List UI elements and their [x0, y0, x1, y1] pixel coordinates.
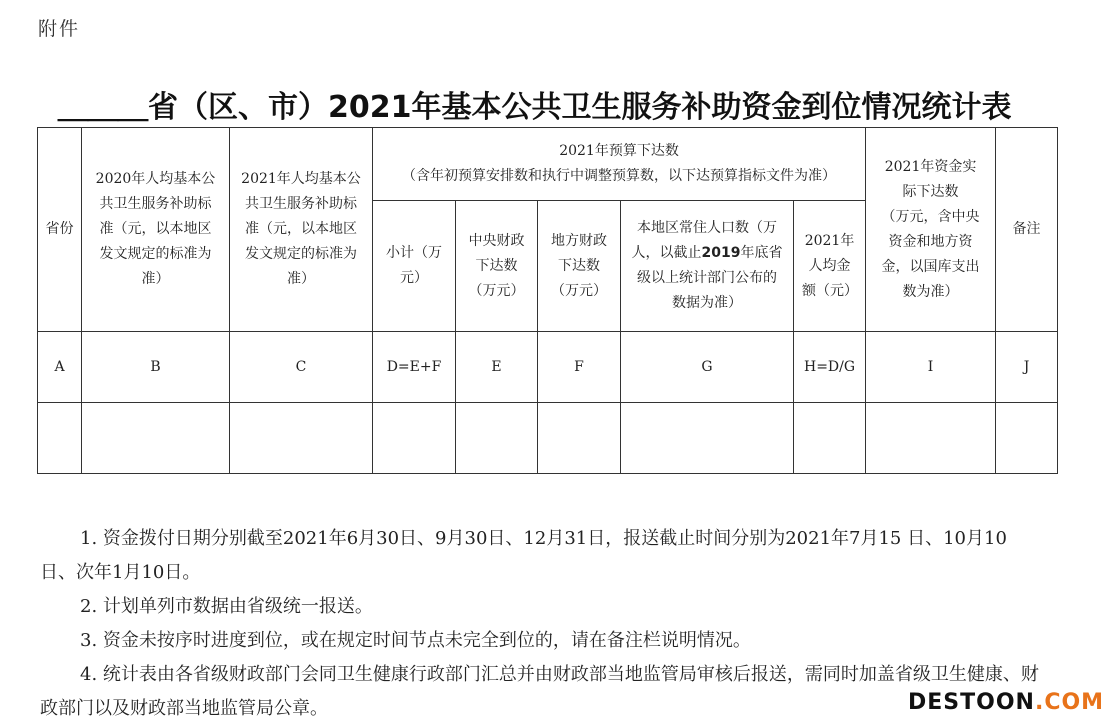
header-actual-issued	[866, 128, 996, 332]
ref-cell: D=E+F	[373, 332, 456, 403]
entry-cell[interactable]	[996, 403, 1058, 474]
entry-cell[interactable]	[373, 403, 456, 474]
attachment-label: 附件	[38, 18, 81, 40]
page-title: ＿＿＿省（区、市）2021年基本公共卫生服务补助资金到位情况统计表	[58, 90, 1012, 125]
header-per-capita: 2021年人均金额（元）	[794, 201, 866, 332]
reference-row	[38, 332, 1058, 403]
budget-group-title: 2021年预算下达数	[559, 143, 679, 159]
note-item: 3. 资金未按序时进度到位，或在规定时间节点未完全到位的，请在备注栏说明情况。	[80, 630, 751, 651]
ref-cell: E	[456, 332, 538, 403]
note-item: 4. 统计表由各省级财政部门会同卫生健康行政部门汇总并由财政部当地监管局审核后报送，需同时加盖省级卫生健康、财政部门以及财政部当地监管局公章。	[40, 664, 1039, 719]
ref-cell: A	[38, 332, 82, 403]
header-2021-standard: 2021年人均基本公共卫生服务补助标准（元，以本地区发文规定的标准为准）	[230, 128, 373, 332]
entry-cell[interactable]	[230, 403, 373, 474]
population-text-2: 年底省级以上统计部门公布的数据为准）	[637, 245, 783, 311]
entry-cell[interactable]	[38, 403, 82, 474]
header-row-1	[38, 128, 1058, 201]
ref-cell: H=D/G	[794, 332, 866, 403]
header-province: 省份	[38, 128, 82, 332]
notes-section	[40, 522, 1040, 726]
header-remarks: 备注	[996, 128, 1058, 332]
entry-cell[interactable]	[82, 403, 230, 474]
entry-cell[interactable]	[456, 403, 538, 474]
population-year: 2019	[701, 245, 741, 261]
note-item: 2. 计划单列市数据由省级统一报送。	[80, 596, 373, 617]
header-population	[621, 201, 794, 332]
statistics-table	[37, 127, 1058, 474]
ref-cell: G	[621, 332, 794, 403]
ref-cell: C	[230, 332, 373, 403]
header-2020-standard: 2020年人均基本公共卫生服务补助标准（元，以本地区发文规定的标准为准）	[82, 128, 230, 332]
actual-issued-note: （万元，含中央资金和地方资金，以国库支出数为准）	[881, 208, 980, 300]
ref-cell: F	[538, 332, 621, 403]
watermark-text: DESTOON	[908, 690, 1035, 715]
header-budget-group	[373, 128, 866, 201]
actual-issued-title: 2021年资金实际下达数	[884, 158, 977, 200]
header-subtotal: 小计（万元）	[373, 201, 456, 332]
population-text-1: 本地区常住人口数（万人，以截止	[631, 220, 777, 261]
ref-cell: I	[866, 332, 996, 403]
data-entry-row	[38, 403, 1058, 474]
note-item: 1. 资金拨付日期分别截至2021年6月30日、9月30日、12月31日，报送截止时间分别为2021年7月15 日、10月10日、次年1月10日。	[40, 528, 1007, 583]
entry-cell[interactable]	[621, 403, 794, 474]
header-local-issued: 地方财政下达数（万元）	[538, 201, 621, 332]
entry-cell[interactable]	[538, 403, 621, 474]
entry-cell[interactable]	[866, 403, 996, 474]
header-central-issued: 中央财政下达数（万元）	[456, 201, 538, 332]
watermark-logo	[908, 690, 1104, 715]
ref-cell: J	[996, 332, 1058, 403]
watermark-suffix: .COM	[1034, 690, 1104, 715]
entry-cell[interactable]	[794, 403, 866, 474]
ref-cell: B	[82, 332, 230, 403]
budget-group-note: （含年初预算安排数和执行中调整预算数，以下达预算指标文件为准）	[402, 168, 837, 184]
